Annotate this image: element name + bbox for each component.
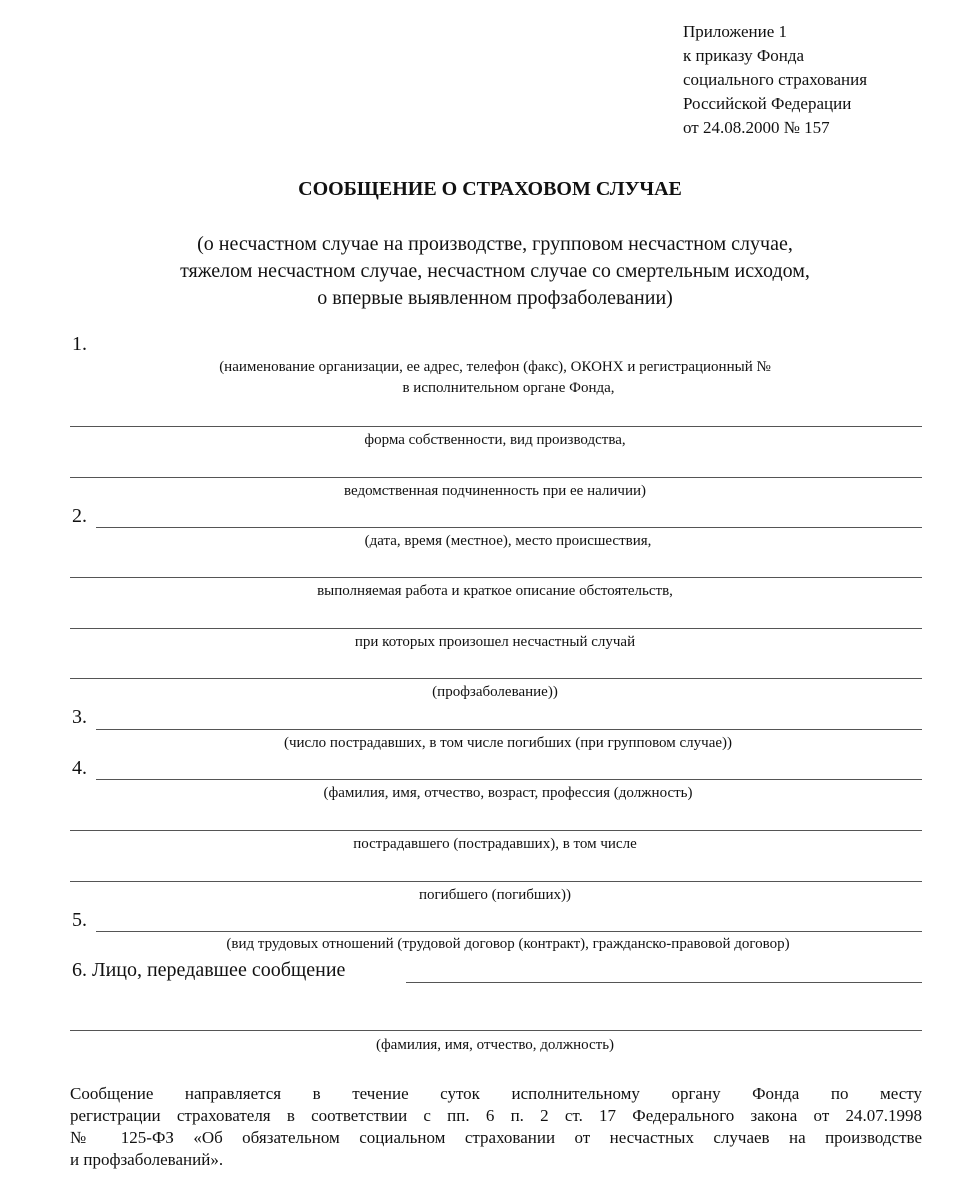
- section-2-caption: (профзаболевание)): [432, 684, 558, 700]
- section-1-field-line[interactable]: [70, 477, 922, 478]
- subtitle-line: о впервые выявленном профзаболевании): [317, 287, 673, 309]
- appendix-line: от 24.08.2000 № 157: [683, 118, 830, 137]
- note-line: регистрации страхователя в соответствии с пп. 6 п. 2 ст. 17 Федерального закона от 24.07.1998: [70, 1106, 922, 1125]
- note-line: и профзаболеваний».: [70, 1150, 224, 1169]
- section-1-caption: ведомственная подчиненность при ее наличии): [343, 483, 647, 499]
- section-1-field-line[interactable]: [70, 426, 922, 427]
- section-5-field-line[interactable]: [96, 931, 922, 932]
- section-2-field-line[interactable]: [70, 577, 922, 578]
- section-4-number: 4.: [72, 757, 87, 779]
- section-6-caption: (фамилия, имя, отчество, должность): [375, 1037, 615, 1053]
- subtitle-line: тяжелом несчастном случае, несчастном случае со смертельным исходом,: [180, 260, 810, 282]
- section-4-caption: пострадавшего (пострадавших), в том числе: [353, 836, 637, 852]
- section-4-field-line[interactable]: [70, 830, 922, 831]
- section-6-field-line[interactable]: [406, 982, 922, 983]
- document-title: СООБЩЕНИЕ О СТРАХОВОМ СЛУЧАЕ: [298, 178, 682, 200]
- section-2-field-line[interactable]: [70, 678, 922, 679]
- appendix-header: [683, 20, 867, 140]
- section-1-caption: в исполнительном органе Фонда,: [402, 380, 615, 396]
- appendix-line: Приложение 1: [683, 22, 787, 41]
- subtitle-line: (о несчастном случае на производстве, групповом несчастном случае,: [197, 233, 793, 255]
- section-4-caption: (фамилия, имя, отчество, возраст, профессия (должность): [323, 785, 693, 801]
- section-1-caption: форма собственности, вид производства,: [364, 432, 626, 448]
- section-5-caption: (вид трудовых отношений (трудовой договор (контракт), гражданско-правовой договор): [226, 936, 790, 952]
- section-2-caption: при которых произошел несчастный случай: [354, 634, 636, 650]
- section-6-label: 6. Лицо, передавшее сообщение: [72, 959, 346, 981]
- note-line: № 125-ФЗ «Об обязательном социальном страховании от несчастных случаев на производстве: [70, 1128, 922, 1147]
- section-2-field-line[interactable]: [96, 527, 922, 528]
- appendix-line: социального страхования: [683, 70, 868, 89]
- section-4-caption: погибшего (погибших)): [419, 887, 571, 903]
- section-3-field-line[interactable]: [96, 729, 922, 730]
- section-1-caption: (наименование организации, ее адрес, телефон (факс), ОКОНХ и регистрационный №: [219, 359, 771, 375]
- section-3-number: 3.: [72, 706, 87, 728]
- note-line: Сообщение направляется в течение суток исполнительному органу Фонда по месту: [70, 1084, 922, 1103]
- section-4-field-line[interactable]: [96, 779, 922, 780]
- section-2-caption: (дата, время (местное), место происшествия,: [364, 533, 652, 549]
- appendix-line: Российской Федерации: [683, 94, 852, 113]
- section-2-number: 2.: [72, 505, 87, 527]
- section-2-field-line[interactable]: [70, 628, 922, 629]
- document-subtitle: [0, 231, 980, 312]
- section-6-field-line[interactable]: [70, 1030, 922, 1031]
- appendix-line: к приказу Фонда: [683, 46, 805, 65]
- section-1-number: 1.: [72, 333, 87, 355]
- section-3-caption: (число пострадавших, в том числе погибших (при групповом случае)): [283, 735, 733, 751]
- section-2-caption: выполняемая работа и краткое описание обстоятельств,: [317, 583, 673, 599]
- section-5-number: 5.: [72, 909, 87, 931]
- footer-note: [70, 1083, 922, 1171]
- section-4-field-line[interactable]: [70, 881, 922, 882]
